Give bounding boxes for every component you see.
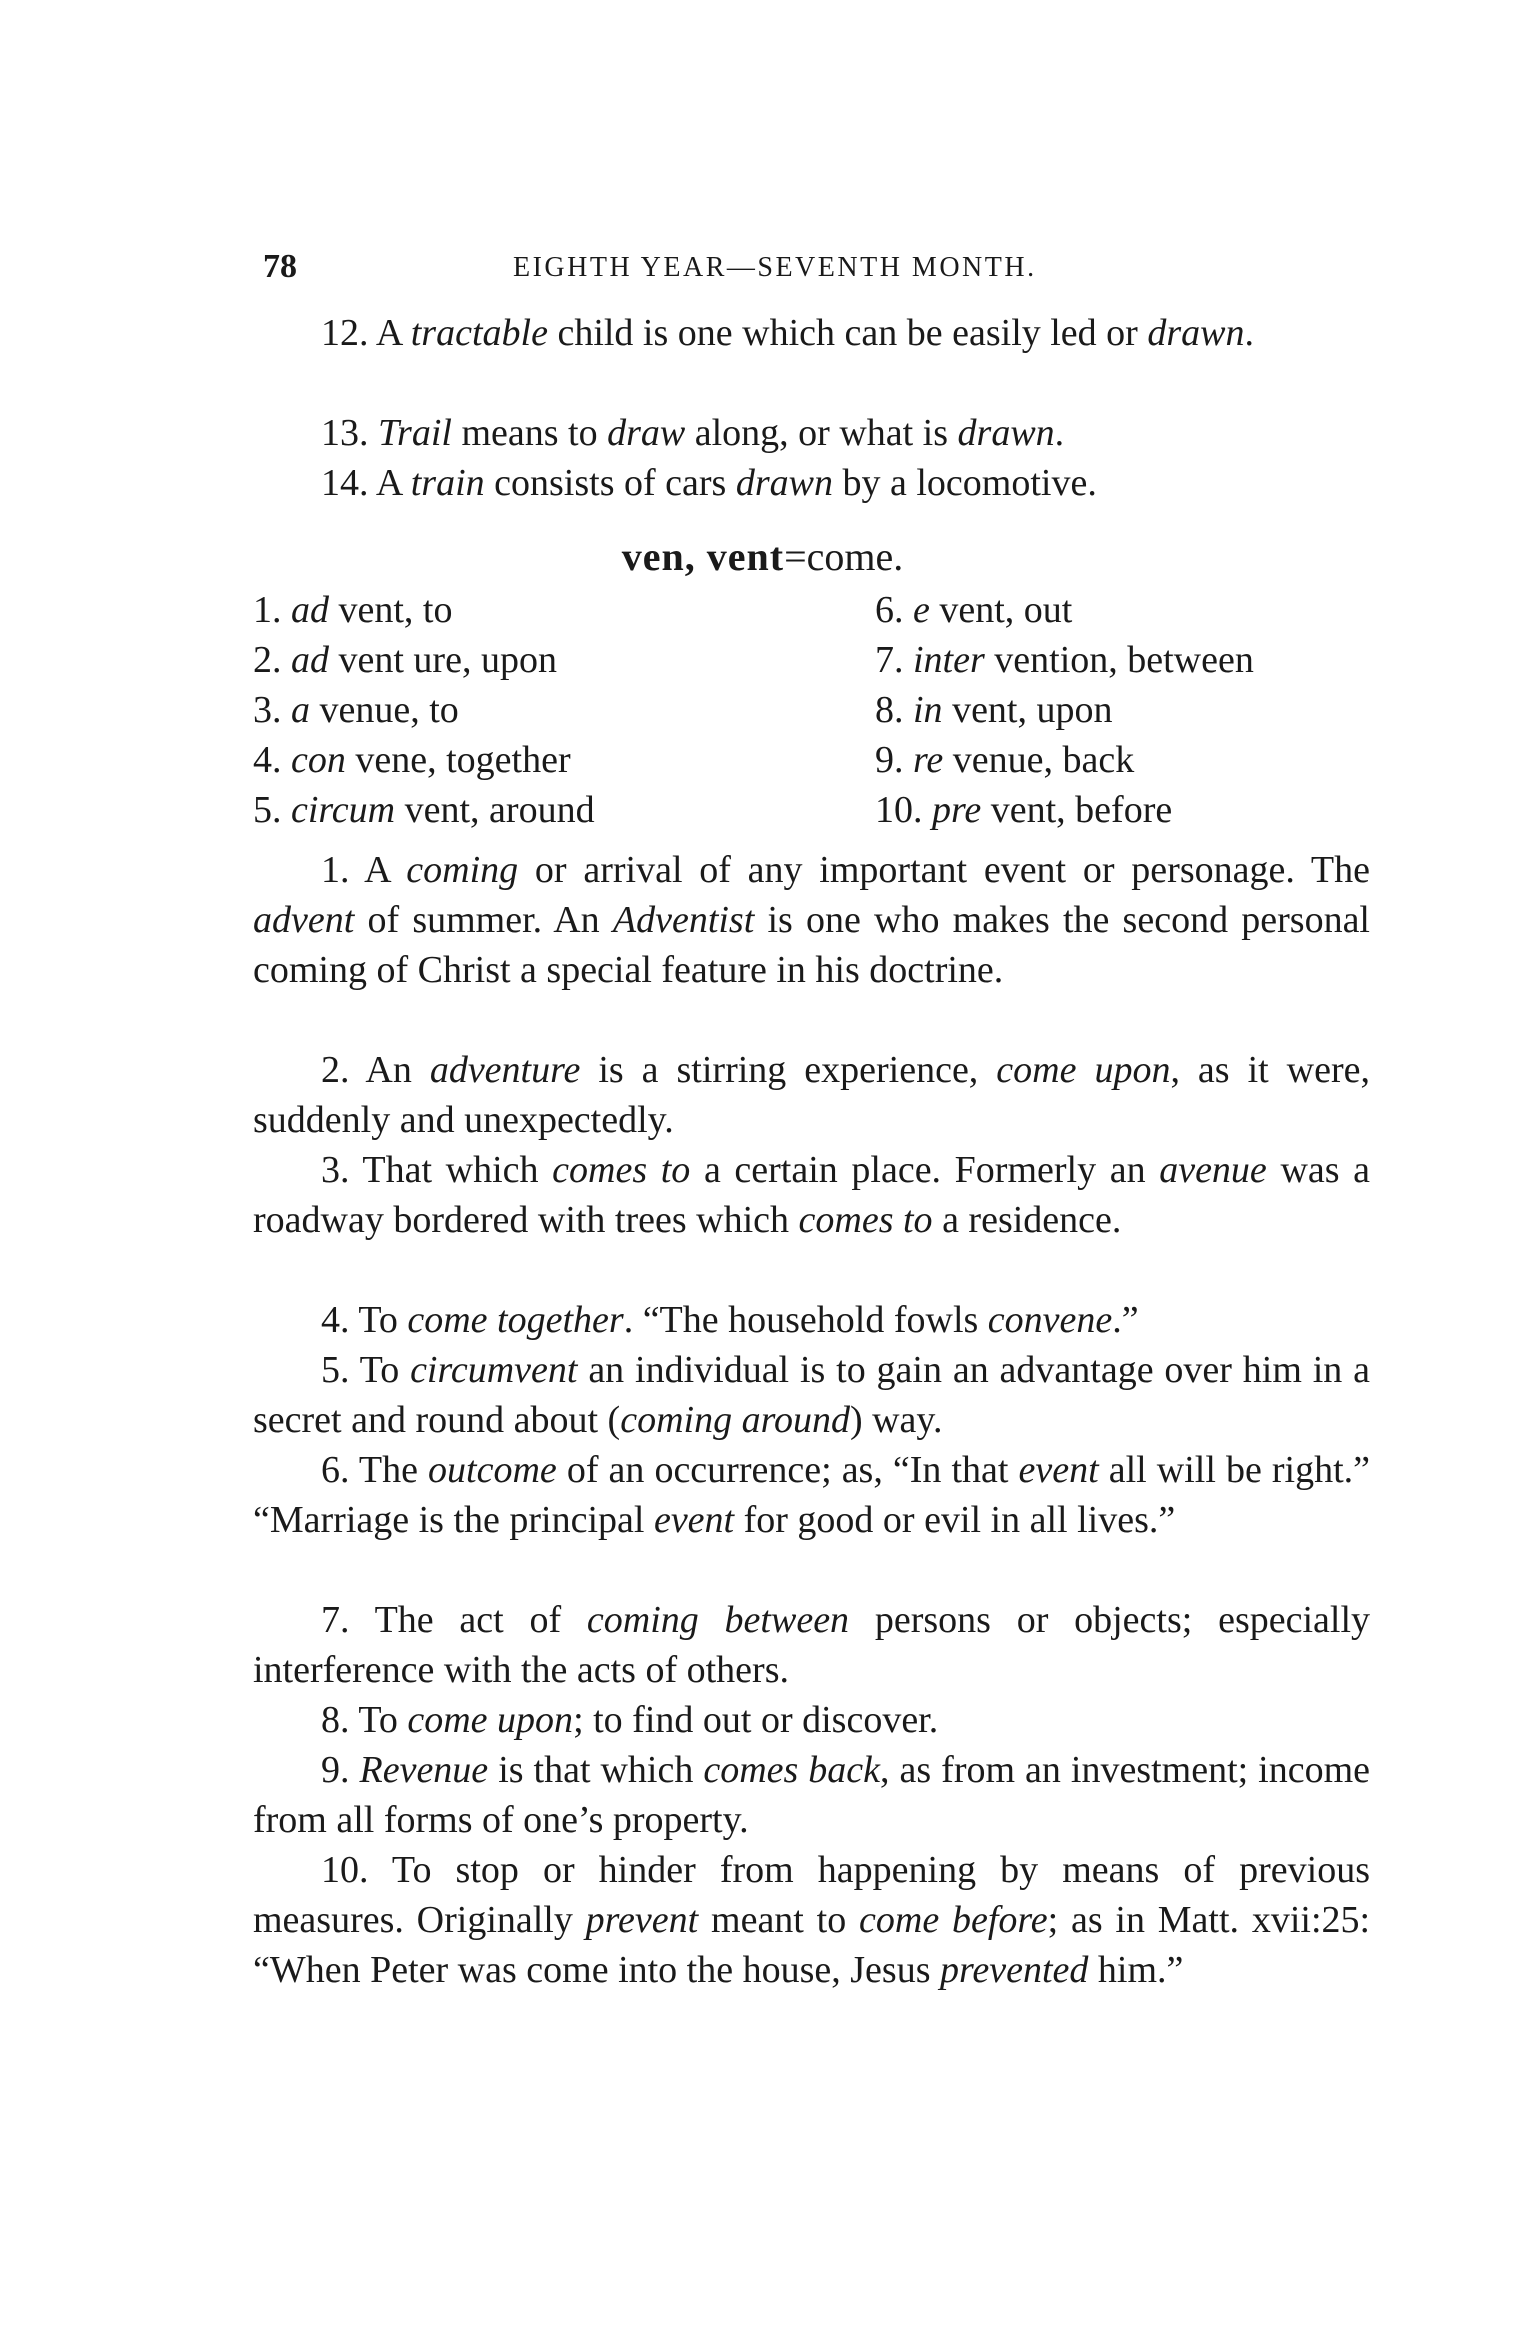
list-item: 8. in vent, upon <box>875 689 1113 731</box>
list-item: 4. con vene, together <box>253 739 571 781</box>
definition-6: 6. The outcome of an occurrence; as, “In that event all will be right.” “Marriage is the principal event for good or evil in all lives.” <box>253 1449 1371 1541</box>
list-item: 5. circum vent, around <box>253 789 595 831</box>
definition-13: 13. Trail means to draw along, or what is drawn. <box>321 412 1065 454</box>
definition-9: 9. Revenue is that which comes back, as from an investment; income from all forms of one’s property. <box>253 1749 1371 1841</box>
definition-4: 4. To come together. “The household fowls convene.” <box>321 1299 1139 1341</box>
list-item: 10. pre vent, before <box>875 789 1173 831</box>
list-item: 2. ad vent ure, upon <box>253 639 557 681</box>
definition-7: 7. The act of coming between persons or objects; especially interference with the acts of others. <box>253 1599 1371 1691</box>
definition-5: 5. To circumvent an individual is to gain an advantage over him in a secret and round about (coming around) way. <box>253 1349 1370 1441</box>
page-number: 78 <box>263 248 297 285</box>
word-list-left <box>253 585 595 835</box>
definition-14: 14. A train consists of cars drawn by a locomotive. <box>321 462 1097 504</box>
definition-12: 12. A tractable child is one which can be easily led or drawn. <box>321 312 1254 354</box>
definition-8: 8. To come upon; to find out or discover. <box>321 1699 939 1741</box>
word-list-right <box>875 585 1254 835</box>
list-item: 3. a venue, to <box>253 689 459 731</box>
list-item: 9. re venue, back <box>875 739 1135 781</box>
definition-1: 1. A coming or arrival of any important event or personage. The advent of summer. An Adventist is one who makes the second personal coming of Christ a special feature in his doctrine. <box>253 849 1370 991</box>
section-heading: ven, vent=come. <box>621 534 904 579</box>
page-header <box>263 248 1373 288</box>
definition-2: 2. An adventure is a stirring experience, come upon, as it were, suddenly and unexpectedly. <box>253 1049 1370 1141</box>
definition-3: 3. That which comes to a certain place. Formerly an avenue was a roadway bordered with trees which comes to a residence. <box>253 1149 1371 1241</box>
definition-10: 10. To stop or hinder from happening by means of previous measures. Originally prevent meant to come before; as in Matt. xvii:25: “When Peter was come into the house, Jesus prevented him.” <box>253 1849 1371 1991</box>
running-head: EIGHTH YEAR—SEVENTH MONTH. <box>513 252 1037 283</box>
list-item: 1. ad vent, to <box>253 589 453 631</box>
list-item: 6. e vent, out <box>875 589 1073 631</box>
list-item: 7. inter vention, between <box>875 639 1254 681</box>
